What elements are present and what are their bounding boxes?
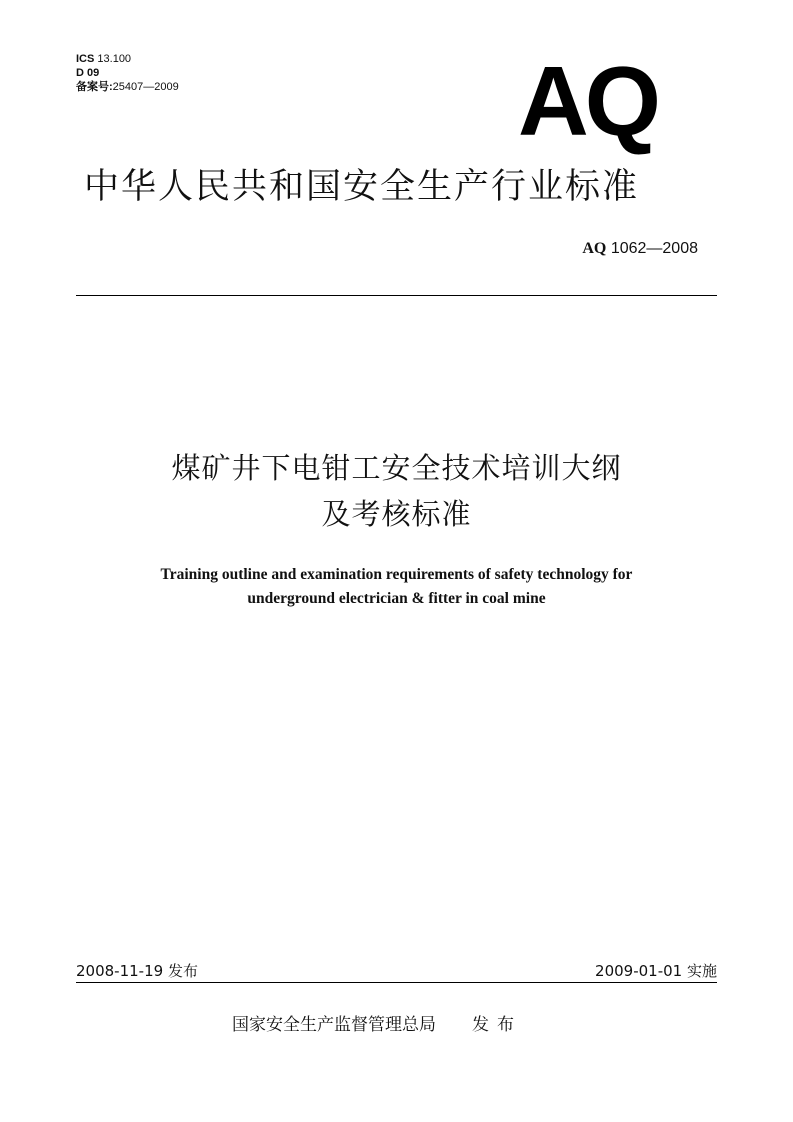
title-chinese <box>0 445 793 537</box>
record-label: 备案号: <box>76 81 113 93</box>
title-cn-line-1: 煤矿井下电钳工安全技术培训大纲 <box>171 451 622 485</box>
standard-prefix: AQ <box>582 240 607 257</box>
ics-label: ICS <box>76 53 95 65</box>
title-english <box>0 563 793 611</box>
standard-number <box>582 240 698 258</box>
ccs-code: D 09 <box>76 67 100 79</box>
record-number <box>76 80 179 94</box>
top-divider <box>76 295 717 296</box>
org-title: 中华人民共和国安全生产行业标准 <box>84 167 640 207</box>
title-en-line-2: underground electrician & fitter in coal mine <box>247 590 546 607</box>
issue-date: 2008-11-19 发布 <box>76 962 198 980</box>
publisher-action: 发布 <box>472 1015 522 1035</box>
publisher-name: 国家安全生产监督管理总局 <box>232 1015 436 1035</box>
ics-value: 13.100 <box>97 53 132 65</box>
title-en-line-1: Training outline and examination requirements of safety technology for <box>160 566 633 583</box>
record-value: 25407—2009 <box>112 81 179 93</box>
publisher <box>232 1010 522 1035</box>
title-cn-line-2: 及考核标准 <box>321 497 472 531</box>
standard-code: 1062—2008 <box>610 240 698 257</box>
aq-logo: AQ <box>518 46 657 156</box>
bottom-divider <box>76 982 717 983</box>
classification-block <box>76 52 179 94</box>
implementation-date: 2009-01-01 实施 <box>595 962 717 980</box>
ics-code <box>76 52 179 66</box>
